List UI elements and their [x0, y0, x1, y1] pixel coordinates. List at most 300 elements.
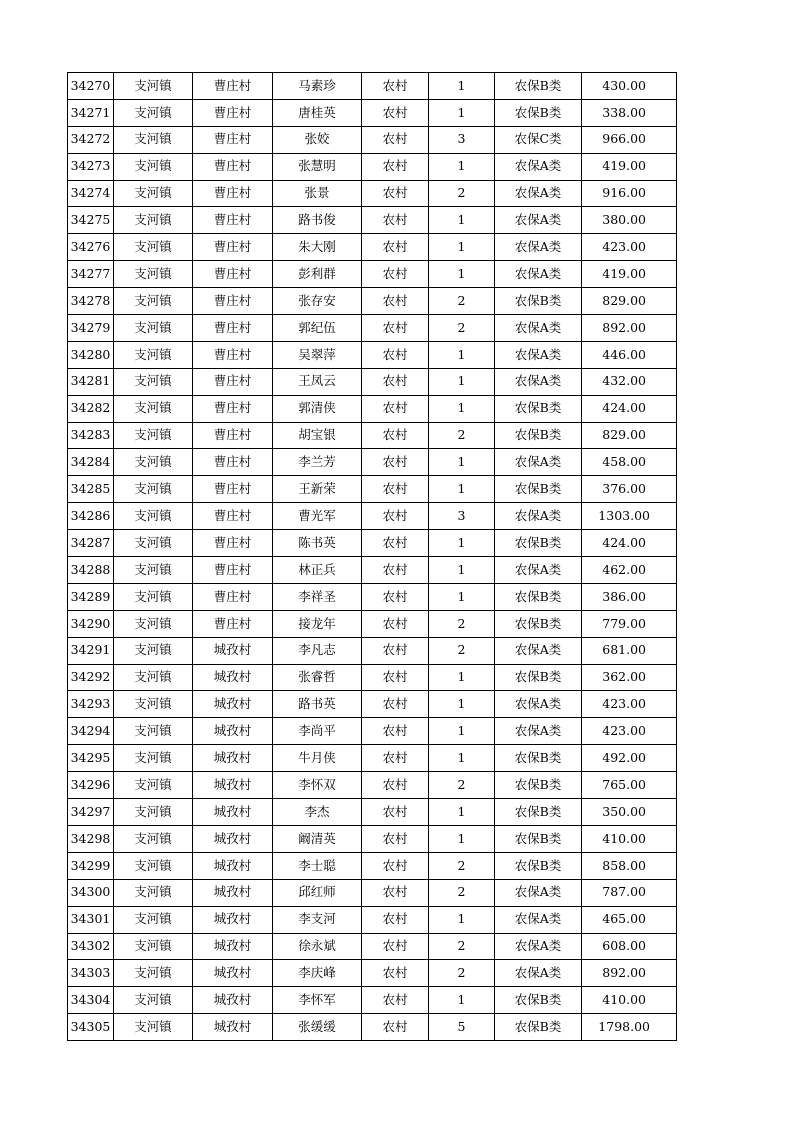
household-size-cell: 1: [429, 99, 495, 126]
town-name-cell: 支河镇: [114, 610, 193, 637]
town-name-cell: 支河镇: [114, 530, 193, 557]
household-size-cell: 2: [429, 610, 495, 637]
record-id-cell: 34305: [68, 1014, 114, 1041]
amount-cell: 858.00: [582, 852, 677, 879]
village-name-cell: 城孜村: [193, 825, 273, 852]
town-name-cell: 支河镇: [114, 234, 193, 261]
record-id-cell: 34297: [68, 799, 114, 826]
town-name-cell: 支河镇: [114, 772, 193, 799]
table-row: [68, 449, 677, 476]
amount-cell: 829.00: [582, 288, 677, 315]
insurance-category-cell: 农保A类: [495, 933, 582, 960]
insurance-category-cell: 农保A类: [495, 449, 582, 476]
amount-cell: 430.00: [582, 73, 677, 100]
household-size-cell: 1: [429, 395, 495, 422]
town-name-cell: 支河镇: [114, 960, 193, 987]
table-row: [68, 583, 677, 610]
household-type-cell: 农村: [362, 368, 429, 395]
household-size-cell: 1: [429, 530, 495, 557]
household-type-cell: 农村: [362, 852, 429, 879]
amount-cell: 410.00: [582, 987, 677, 1014]
record-id-cell: 34283: [68, 422, 114, 449]
person-name-cell: 阚清英: [273, 825, 362, 852]
amount-cell: 386.00: [582, 583, 677, 610]
person-name-cell: 王新荣: [273, 476, 362, 503]
household-type-cell: 农村: [362, 583, 429, 610]
insurance-category-cell: 农保A类: [495, 503, 582, 530]
person-name-cell: 李尚平: [273, 718, 362, 745]
village-name-cell: 曹庄村: [193, 530, 273, 557]
insurance-category-cell: 农保B类: [495, 73, 582, 100]
insurance-category-cell: 农保B类: [495, 745, 582, 772]
person-name-cell: 张存安: [273, 288, 362, 315]
household-size-cell: 2: [429, 852, 495, 879]
household-type-cell: 农村: [362, 395, 429, 422]
insurance-category-cell: 农保A类: [495, 180, 582, 207]
town-name-cell: 支河镇: [114, 341, 193, 368]
village-name-cell: 城孜村: [193, 1014, 273, 1041]
household-size-cell: 1: [429, 557, 495, 584]
record-id-cell: 34275: [68, 207, 114, 234]
village-name-cell: 曹庄村: [193, 395, 273, 422]
person-name-cell: 路书俊: [273, 207, 362, 234]
person-name-cell: 吴翠萍: [273, 341, 362, 368]
household-size-cell: 5: [429, 1014, 495, 1041]
town-name-cell: 支河镇: [114, 664, 193, 691]
person-name-cell: 朱大刚: [273, 234, 362, 261]
table-row: [68, 422, 677, 449]
table-row: [68, 691, 677, 718]
household-type-cell: 农村: [362, 261, 429, 288]
town-name-cell: 支河镇: [114, 476, 193, 503]
household-size-cell: 1: [429, 583, 495, 610]
person-name-cell: 张景: [273, 180, 362, 207]
record-id-cell: 34284: [68, 449, 114, 476]
table-row: [68, 288, 677, 315]
record-id-cell: 34286: [68, 503, 114, 530]
record-id-cell: 34278: [68, 288, 114, 315]
insurance-category-cell: 农保A类: [495, 691, 582, 718]
village-name-cell: 城孜村: [193, 637, 273, 664]
household-type-cell: 农村: [362, 772, 429, 799]
table-row: [68, 126, 677, 153]
amount-cell: 424.00: [582, 530, 677, 557]
household-type-cell: 农村: [362, 73, 429, 100]
household-size-cell: 1: [429, 664, 495, 691]
amount-cell: 350.00: [582, 799, 677, 826]
household-type-cell: 农村: [362, 987, 429, 1014]
amount-cell: 338.00: [582, 99, 677, 126]
household-size-cell: 1: [429, 691, 495, 718]
village-name-cell: 城孜村: [193, 664, 273, 691]
record-id-cell: 34280: [68, 341, 114, 368]
household-size-cell: 2: [429, 180, 495, 207]
record-id-cell: 34289: [68, 583, 114, 610]
table-row: [68, 879, 677, 906]
village-name-cell: 曹庄村: [193, 341, 273, 368]
household-size-cell: 2: [429, 933, 495, 960]
table-row: [68, 315, 677, 342]
amount-cell: 787.00: [582, 879, 677, 906]
household-type-cell: 农村: [362, 126, 429, 153]
household-type-cell: 农村: [362, 503, 429, 530]
person-name-cell: 彭利群: [273, 261, 362, 288]
person-name-cell: 李杰: [273, 799, 362, 826]
record-id-cell: 34293: [68, 691, 114, 718]
beneficiary-table: [67, 72, 677, 1041]
amount-cell: 380.00: [582, 207, 677, 234]
town-name-cell: 支河镇: [114, 395, 193, 422]
insurance-category-cell: 农保A类: [495, 718, 582, 745]
amount-cell: 892.00: [582, 960, 677, 987]
village-name-cell: 曹庄村: [193, 368, 273, 395]
person-name-cell: 郭纪伍: [273, 315, 362, 342]
village-name-cell: 曹庄村: [193, 557, 273, 584]
household-type-cell: 农村: [362, 879, 429, 906]
household-size-cell: 2: [429, 288, 495, 315]
amount-cell: 446.00: [582, 341, 677, 368]
record-id-cell: 34279: [68, 315, 114, 342]
person-name-cell: 马素珍: [273, 73, 362, 100]
village-name-cell: 城孜村: [193, 799, 273, 826]
person-name-cell: 李兰芳: [273, 449, 362, 476]
table-row: [68, 207, 677, 234]
amount-cell: 424.00: [582, 395, 677, 422]
insurance-category-cell: 农保B类: [495, 1014, 582, 1041]
record-id-cell: 34276: [68, 234, 114, 261]
person-name-cell: 牛月侠: [273, 745, 362, 772]
table-row: [68, 395, 677, 422]
person-name-cell: 李怀双: [273, 772, 362, 799]
amount-cell: 423.00: [582, 718, 677, 745]
amount-cell: 432.00: [582, 368, 677, 395]
record-id-cell: 34298: [68, 825, 114, 852]
insurance-category-cell: 农保B类: [495, 99, 582, 126]
amount-cell: 1798.00: [582, 1014, 677, 1041]
insurance-category-cell: 农保A类: [495, 207, 582, 234]
household-type-cell: 农村: [362, 664, 429, 691]
village-name-cell: 城孜村: [193, 745, 273, 772]
town-name-cell: 支河镇: [114, 73, 193, 100]
village-name-cell: 城孜村: [193, 691, 273, 718]
household-type-cell: 农村: [362, 422, 429, 449]
town-name-cell: 支河镇: [114, 153, 193, 180]
household-size-cell: 2: [429, 879, 495, 906]
record-id-cell: 34304: [68, 987, 114, 1014]
insurance-category-cell: 农保A类: [495, 906, 582, 933]
person-name-cell: 唐桂英: [273, 99, 362, 126]
household-size-cell: 2: [429, 315, 495, 342]
record-id-cell: 34285: [68, 476, 114, 503]
village-name-cell: 曹庄村: [193, 610, 273, 637]
household-size-cell: 1: [429, 718, 495, 745]
household-type-cell: 农村: [362, 341, 429, 368]
village-name-cell: 曹庄村: [193, 73, 273, 100]
household-size-cell: 1: [429, 799, 495, 826]
village-name-cell: 城孜村: [193, 718, 273, 745]
household-type-cell: 农村: [362, 180, 429, 207]
person-name-cell: 郭清侠: [273, 395, 362, 422]
table-row: [68, 718, 677, 745]
table-row: [68, 530, 677, 557]
town-name-cell: 支河镇: [114, 207, 193, 234]
town-name-cell: 支河镇: [114, 261, 193, 288]
household-type-cell: 农村: [362, 1014, 429, 1041]
person-name-cell: 王凤云: [273, 368, 362, 395]
record-id-cell: 34287: [68, 530, 114, 557]
record-id-cell: 34299: [68, 852, 114, 879]
amount-cell: 458.00: [582, 449, 677, 476]
amount-cell: 765.00: [582, 772, 677, 799]
town-name-cell: 支河镇: [114, 583, 193, 610]
table-row: [68, 637, 677, 664]
town-name-cell: 支河镇: [114, 718, 193, 745]
table-row: [68, 557, 677, 584]
insurance-category-cell: 农保B类: [495, 395, 582, 422]
person-name-cell: 林正兵: [273, 557, 362, 584]
town-name-cell: 支河镇: [114, 180, 193, 207]
village-name-cell: 城孜村: [193, 772, 273, 799]
insurance-category-cell: 农保A类: [495, 557, 582, 584]
household-type-cell: 农村: [362, 637, 429, 664]
person-name-cell: 胡宝银: [273, 422, 362, 449]
record-id-cell: 34282: [68, 395, 114, 422]
household-size-cell: 1: [429, 73, 495, 100]
amount-cell: 966.00: [582, 126, 677, 153]
town-name-cell: 支河镇: [114, 637, 193, 664]
insurance-category-cell: 农保B类: [495, 610, 582, 637]
insurance-category-cell: 农保A类: [495, 368, 582, 395]
household-type-cell: 农村: [362, 745, 429, 772]
table-row: [68, 852, 677, 879]
amount-cell: 892.00: [582, 315, 677, 342]
record-id-cell: 34303: [68, 960, 114, 987]
table-row: [68, 799, 677, 826]
village-name-cell: 曹庄村: [193, 234, 273, 261]
household-size-cell: 3: [429, 126, 495, 153]
person-name-cell: 陈书英: [273, 530, 362, 557]
record-id-cell: 34291: [68, 637, 114, 664]
insurance-category-cell: 农保B类: [495, 852, 582, 879]
household-size-cell: 2: [429, 960, 495, 987]
town-name-cell: 支河镇: [114, 825, 193, 852]
town-name-cell: 支河镇: [114, 852, 193, 879]
table-row: [68, 180, 677, 207]
table-row: [68, 772, 677, 799]
household-size-cell: 3: [429, 503, 495, 530]
town-name-cell: 支河镇: [114, 879, 193, 906]
table-row: [68, 153, 677, 180]
insurance-category-cell: 农保A类: [495, 637, 582, 664]
record-id-cell: 34301: [68, 906, 114, 933]
household-type-cell: 农村: [362, 234, 429, 261]
table-row: [68, 261, 677, 288]
table-row: [68, 610, 677, 637]
person-name-cell: 李支河: [273, 906, 362, 933]
town-name-cell: 支河镇: [114, 745, 193, 772]
insurance-category-cell: 农保A类: [495, 315, 582, 342]
amount-cell: 608.00: [582, 933, 677, 960]
household-type-cell: 农村: [362, 825, 429, 852]
household-size-cell: 1: [429, 906, 495, 933]
amount-cell: 423.00: [582, 234, 677, 261]
table-row: [68, 987, 677, 1014]
amount-cell: 1303.00: [582, 503, 677, 530]
household-type-cell: 农村: [362, 799, 429, 826]
table-row: [68, 825, 677, 852]
household-size-cell: 2: [429, 637, 495, 664]
insurance-category-cell: 农保B类: [495, 799, 582, 826]
village-name-cell: 曹庄村: [193, 503, 273, 530]
table-row: [68, 745, 677, 772]
household-type-cell: 农村: [362, 691, 429, 718]
town-name-cell: 支河镇: [114, 799, 193, 826]
amount-cell: 419.00: [582, 261, 677, 288]
person-name-cell: 李凡志: [273, 637, 362, 664]
household-size-cell: 1: [429, 449, 495, 476]
amount-cell: 410.00: [582, 825, 677, 852]
table-row: [68, 933, 677, 960]
household-type-cell: 农村: [362, 557, 429, 584]
town-name-cell: 支河镇: [114, 933, 193, 960]
town-name-cell: 支河镇: [114, 1014, 193, 1041]
insurance-category-cell: 农保A类: [495, 234, 582, 261]
town-name-cell: 支河镇: [114, 368, 193, 395]
table-row: [68, 234, 677, 261]
village-name-cell: 曹庄村: [193, 261, 273, 288]
household-size-cell: 1: [429, 153, 495, 180]
town-name-cell: 支河镇: [114, 449, 193, 476]
insurance-category-cell: 农保B类: [495, 288, 582, 315]
table-body: [68, 73, 677, 1041]
record-id-cell: 34290: [68, 610, 114, 637]
village-name-cell: 城孜村: [193, 960, 273, 987]
insurance-category-cell: 农保A类: [495, 261, 582, 288]
household-type-cell: 农村: [362, 718, 429, 745]
table-row: [68, 99, 677, 126]
household-size-cell: 2: [429, 422, 495, 449]
household-type-cell: 农村: [362, 610, 429, 637]
record-id-cell: 34271: [68, 99, 114, 126]
village-name-cell: 城孜村: [193, 906, 273, 933]
table-row: [68, 341, 677, 368]
household-size-cell: 1: [429, 261, 495, 288]
person-name-cell: 李士聪: [273, 852, 362, 879]
insurance-category-cell: 农保A类: [495, 960, 582, 987]
person-name-cell: 李怀军: [273, 987, 362, 1014]
insurance-category-cell: 农保B类: [495, 664, 582, 691]
record-id-cell: 34288: [68, 557, 114, 584]
village-name-cell: 曹庄村: [193, 476, 273, 503]
household-size-cell: 2: [429, 772, 495, 799]
insurance-category-cell: 农保B类: [495, 583, 582, 610]
record-id-cell: 34277: [68, 261, 114, 288]
record-id-cell: 34273: [68, 153, 114, 180]
household-type-cell: 农村: [362, 449, 429, 476]
insurance-category-cell: 农保B类: [495, 476, 582, 503]
village-name-cell: 曹庄村: [193, 207, 273, 234]
village-name-cell: 曹庄村: [193, 153, 273, 180]
amount-cell: 492.00: [582, 745, 677, 772]
table-row: [68, 960, 677, 987]
village-name-cell: 城孜村: [193, 852, 273, 879]
person-name-cell: 张睿哲: [273, 664, 362, 691]
amount-cell: 916.00: [582, 180, 677, 207]
insurance-category-cell: 农保B类: [495, 530, 582, 557]
village-name-cell: 城孜村: [193, 933, 273, 960]
village-name-cell: 曹庄村: [193, 288, 273, 315]
town-name-cell: 支河镇: [114, 422, 193, 449]
household-type-cell: 农村: [362, 288, 429, 315]
household-type-cell: 农村: [362, 99, 429, 126]
household-type-cell: 农村: [362, 960, 429, 987]
town-name-cell: 支河镇: [114, 288, 193, 315]
household-size-cell: 1: [429, 234, 495, 261]
amount-cell: 465.00: [582, 906, 677, 933]
person-name-cell: 张慧明: [273, 153, 362, 180]
household-size-cell: 1: [429, 368, 495, 395]
village-name-cell: 曹庄村: [193, 449, 273, 476]
amount-cell: 362.00: [582, 664, 677, 691]
village-name-cell: 曹庄村: [193, 315, 273, 342]
table-row: [68, 368, 677, 395]
household-size-cell: 1: [429, 341, 495, 368]
amount-cell: 681.00: [582, 637, 677, 664]
record-id-cell: 34270: [68, 73, 114, 100]
insurance-category-cell: 农保C类: [495, 126, 582, 153]
table-row: [68, 1014, 677, 1041]
insurance-category-cell: 农保B类: [495, 987, 582, 1014]
amount-cell: 462.00: [582, 557, 677, 584]
household-type-cell: 农村: [362, 933, 429, 960]
town-name-cell: 支河镇: [114, 99, 193, 126]
person-name-cell: 曹光军: [273, 503, 362, 530]
insurance-category-cell: 农保A类: [495, 153, 582, 180]
person-name-cell: 徐永斌: [273, 933, 362, 960]
village-name-cell: 城孜村: [193, 987, 273, 1014]
household-type-cell: 农村: [362, 530, 429, 557]
household-type-cell: 农村: [362, 906, 429, 933]
record-id-cell: 34296: [68, 772, 114, 799]
village-name-cell: 曹庄村: [193, 126, 273, 153]
person-name-cell: 路书英: [273, 691, 362, 718]
record-id-cell: 34272: [68, 126, 114, 153]
town-name-cell: 支河镇: [114, 126, 193, 153]
amount-cell: 829.00: [582, 422, 677, 449]
household-type-cell: 农村: [362, 476, 429, 503]
record-id-cell: 34302: [68, 933, 114, 960]
household-type-cell: 农村: [362, 315, 429, 342]
town-name-cell: 支河镇: [114, 691, 193, 718]
household-size-cell: 1: [429, 825, 495, 852]
amount-cell: 376.00: [582, 476, 677, 503]
amount-cell: 419.00: [582, 153, 677, 180]
household-type-cell: 农村: [362, 207, 429, 234]
insurance-category-cell: 农保A类: [495, 879, 582, 906]
village-name-cell: 曹庄村: [193, 422, 273, 449]
table-row: [68, 503, 677, 530]
person-name-cell: 张缓缓: [273, 1014, 362, 1041]
village-name-cell: 城孜村: [193, 879, 273, 906]
record-id-cell: 34300: [68, 879, 114, 906]
household-type-cell: 农村: [362, 153, 429, 180]
table-row: [68, 906, 677, 933]
record-id-cell: 34274: [68, 180, 114, 207]
person-name-cell: 张姣: [273, 126, 362, 153]
insurance-category-cell: 农保B类: [495, 825, 582, 852]
household-size-cell: 1: [429, 987, 495, 1014]
person-name-cell: 李庆峰: [273, 960, 362, 987]
